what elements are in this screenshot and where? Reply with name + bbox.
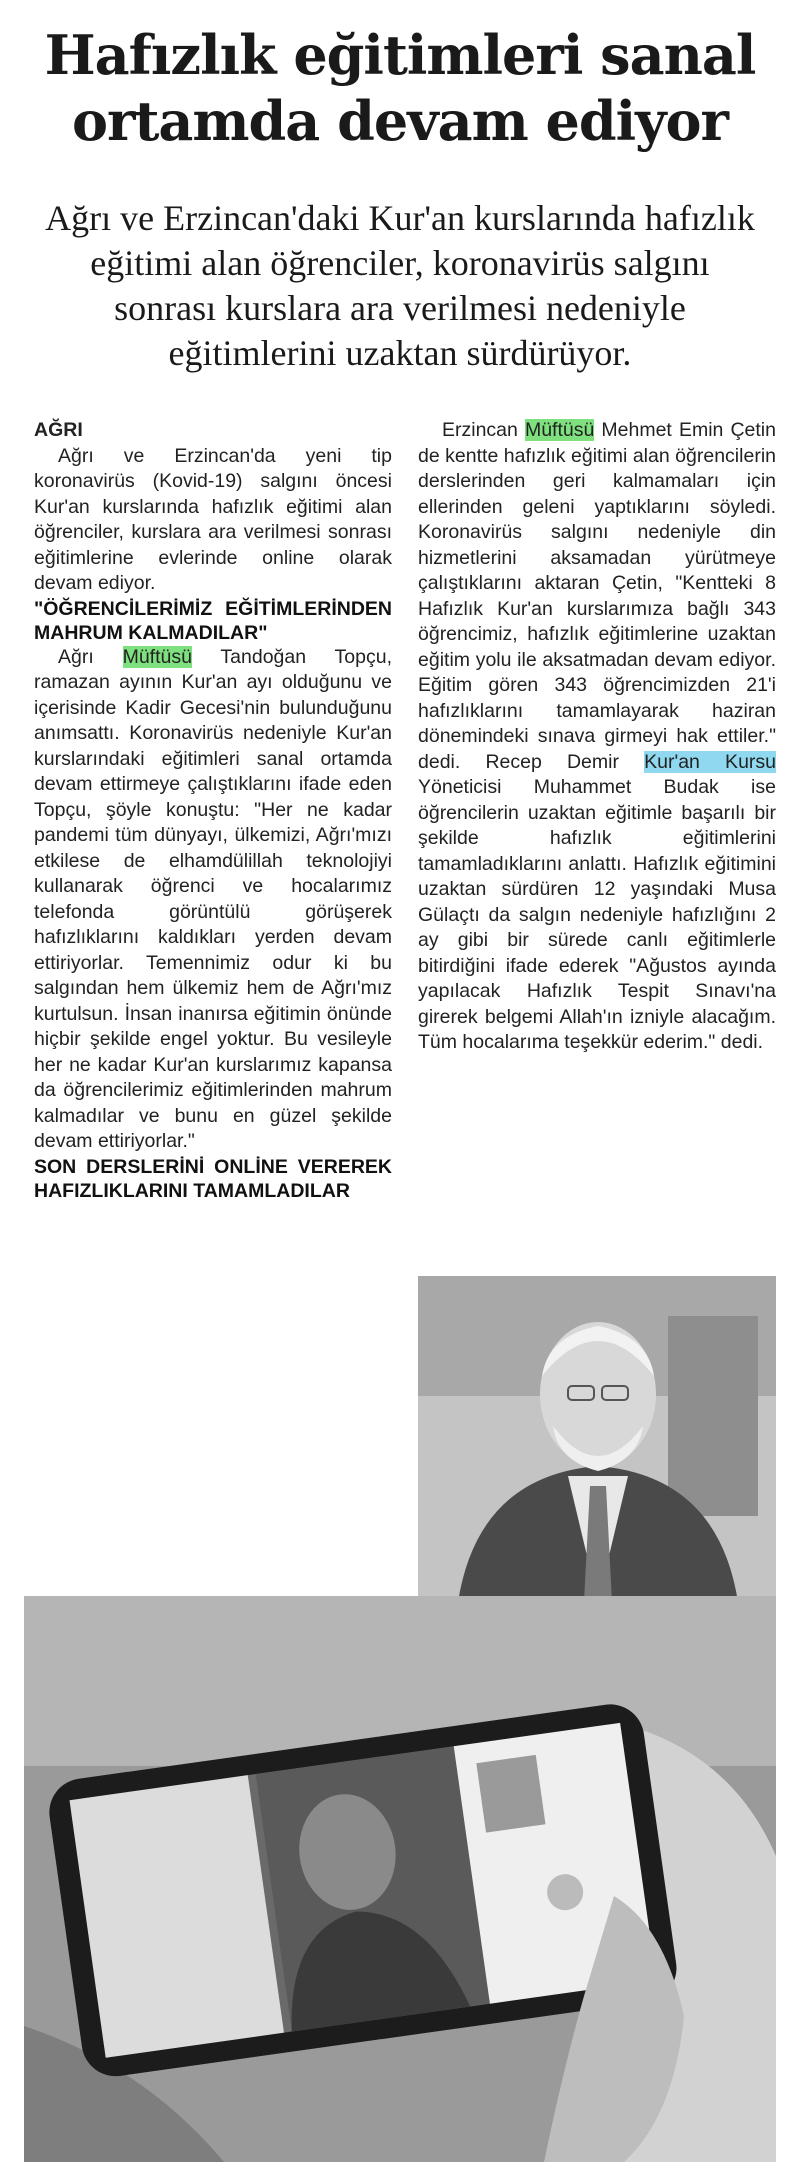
subheading-2: SON DERSLERİNİ ONLİNE VEREREK HAFIZLIKLARINI TAMAMLADILAR xyxy=(34,1155,392,1202)
portrait-illustration xyxy=(418,1276,776,1602)
highlight-mufti-2: Müftüsü xyxy=(524,419,595,441)
headline xyxy=(20,22,780,154)
phone-illustration xyxy=(24,1596,776,2162)
paragraph-mufti-erzincan xyxy=(418,418,776,1056)
p3-text-pre: Erzincan xyxy=(442,419,525,441)
dateline: AĞRI xyxy=(34,419,83,441)
portrait-photo xyxy=(418,1276,776,1602)
highlight-kuran-kursu: Kur'an Kursu xyxy=(644,750,776,773)
paragraph-mufti-agri xyxy=(34,645,392,1155)
column-right xyxy=(418,418,776,1056)
p3-text-post-2: Yöneticisi Muhammet Budak ise öğrencilerin uzaktan eğitimle başarılı bir şekilde hafızlık eğitimlerini tamamladıklarını anlattı. Hafızlık eğitimini uzaktan sürdüren 12 yaşındaki Musa Gülaçtı da salgın nedeniyle hafızlığını 2 ay gibi bir sürede canlı eğitimlerle bitirdiğini ifade ederek "Ağustos ayında yapılacak Hafızlık Tespit Sınavı'na girerek belgemi Allah'ın izniyle alacağım. Tüm hocalarıma teşekkür ederim." dedi. xyxy=(418,776,776,1053)
highlight-mufti: Müftüsü xyxy=(122,645,192,668)
p3-text-post: Mehmet Emin Çetin de kentte hafızlık eğitimi alan öğrencilerin derslerinden geri kalmamaları için ellerinden geleni yaptıklarını söyledi. Koronavirüs salgını nedeniyle din hizmetlerini aksamadan yürütmeye çalıştıklarını aktaran Çetin, "Kentteki 8 Hafızlık Kur'an kurslarımıza bağlı 343 öğrencimiz, hafızlık eğitimlerine uzaktan eğitim yolu ile aksatmadan devam ediyor. Eğitim gören 343 öğrencimizden 21'i hafızlıklarını tamamlayarak haziran dönemindeki sınava girmeyi hak ettiler." dedi. Recep Demir xyxy=(418,419,776,773)
phone-video-call-photo xyxy=(24,1596,776,2162)
intro-paragraph: Ağrı ve Erzincan'da yeni tip koronavirüs (Kovid-19) salgını öncesi Kur'an kurslarında hafızlık eğitimi alan öğrenciler, kurslara ara verilmesi sonrası eğitimlerine evlerinde online olarak devam ediyor. xyxy=(34,444,392,594)
subheading-1: "ÖĞRENCİLERİMİZ EĞİTİMLERİNDEN MAHRUM KALMADILAR" xyxy=(34,597,392,644)
headline-line-2: ortamda devam ediyor xyxy=(72,89,728,153)
headline-line-1: Hafızlık eğitimleri sanal xyxy=(44,23,756,87)
article-deck: Ağrı ve Erzincan'daki Kur'an kurslarında hafızlık eğitimi alan öğrenciler, koronavirüs salgını sonrası kurslara ara verilmesi nedeniyle eğitimlerini uzaktan sürdürüyor. xyxy=(45,198,755,373)
column-left xyxy=(34,418,392,1203)
p2-text-pre: Ağrı xyxy=(58,645,123,668)
p2-text-post: Tandoğan Topçu, ramazan ayının Kur'an ayı olduğunu ve içerisinde Kadir Gecesi'nin bulunduğunu anımsattı. Koronavirüs nedeniyle Kur'an kurslarındaki eğitimleri sanal ortamda devam ettirmeye çalıştıklarını ifade eden Topçu, şöyle konuştu: "Her ne kadar pandemi tüm dünyayı, ülkemizi, Ağrı'mızı etkilese de elhamdülillah teknolojiyi kullanarak öğrenci ve hocalarımız telefonda görüntülü görüşerek hafızlıklarını kaldıkları yerden devam ettiriyorlar. Temennimiz odur ki bu salgından hem ülkemiz hem de Ağrı'mız kurtulsun. İnsan inanırsa eğitimin önünde hiçbir şekilde engel yoktur. Bu vesileyle her ne kadar Kur'an kurslarımız kapansa da öğrencilerimiz eğitimlerinden mahrum kalmadılar ve bunu en güzel şekilde devam ettiriyorlar." xyxy=(34,645,392,1152)
